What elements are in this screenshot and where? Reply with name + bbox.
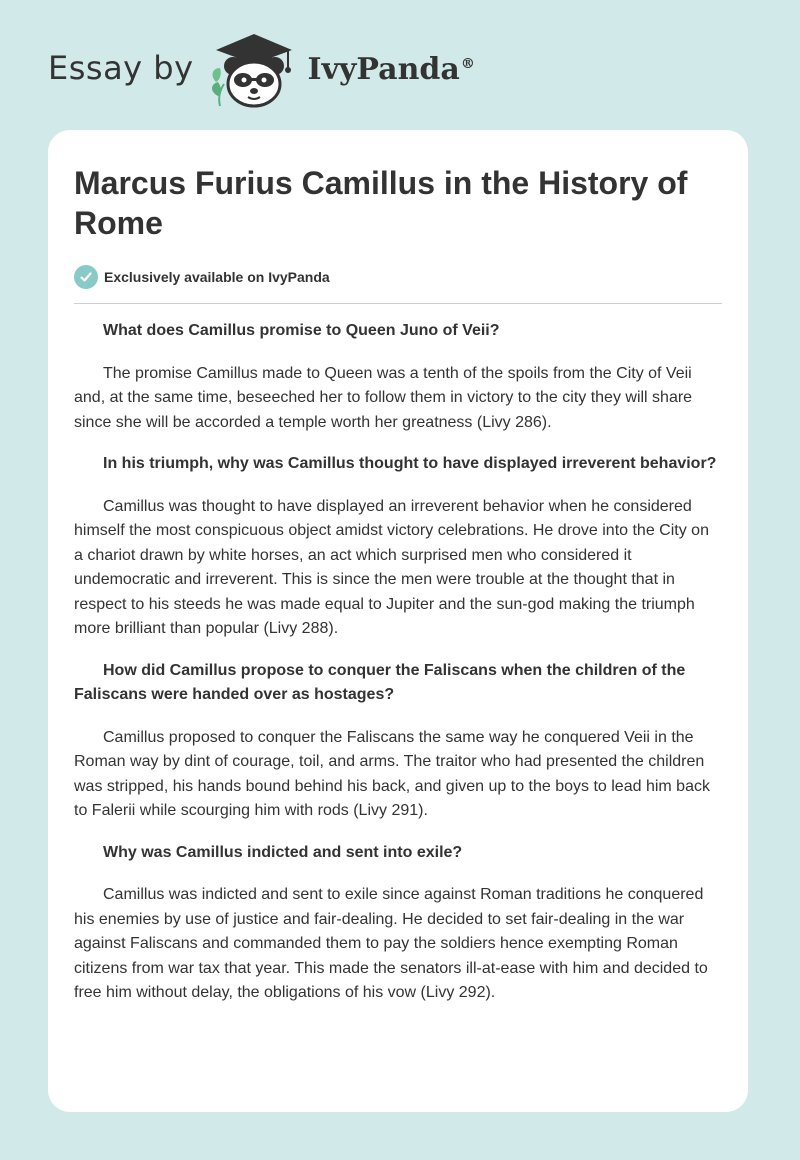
brand-name: IvyPanda® (307, 51, 475, 87)
answer-3: Camillus proposed to conquer the Faliscans the same way he conquered Veii in the Roman way by dint of courage, toil, and arms. The traitor who had presented the children was stripped, his hands bound behind his back, and given up to the boys to lead him back to Falerii while scourging him with rods (Livy 291). (74, 728, 710, 819)
registered-mark: ® (460, 55, 475, 72)
exclusive-badge (74, 264, 330, 290)
brand-prefix: Essay by (48, 49, 194, 87)
page-title: Marcus Furius Camillus in the History of Rome (74, 165, 688, 241)
answer-4: Camillus was indicted and sent to exile since against Roman traditions he conquered his enemies by use of justice and fair-dealing. He decided to set fair-dealing in the war against Faliscans and commanded them to pay the soldiers hence exempting Roman citizens from war tax that year. This made the senators ill-at-ease with him and decided to free him without delay, the obligations of his vow (Livy 292). (74, 886, 708, 1001)
answer-1: The promise Camillus made to Queen was a tenth of the spoils from the City of Veii and, at the same time, beseeched her to follow them in victory to the city they will share since she will be accorded a temple worth her greatness (Livy 286). (74, 364, 693, 431)
exclusive-text: Exclusively available on IvyPanda (104, 269, 330, 285)
question-1: What does Camillus promise to Queen Juno of Veii? (103, 322, 500, 339)
divider (74, 303, 722, 304)
answer-2: Camillus was thought to have displayed an irreverent behavior when he considered himself the most conspicuous object amidst victory celebrations. He drove into the City on a chariot drawn by white horses, an act which surprised men who considered it undemocratic and irreverent. This is since the men were trouble at the thought that in respect to his steeds he was made equal to Jupiter and the sun-god making the triumph more brilliant than popular (Livy 288). (74, 497, 709, 637)
question-2: In his triumph, why was Camillus thought to have displayed irreverent behavior? (103, 455, 717, 472)
essay-content (74, 319, 722, 1023)
question-4: Why was Camillus indicted and sent into exile? (103, 843, 463, 861)
panda-mascot-icon (206, 30, 302, 110)
essay-card (48, 130, 748, 1112)
brand-logo[interactable] (48, 30, 475, 110)
check-icon (74, 265, 98, 289)
question-3: How did Camillus propose to conquer the Faliscans when the children of the Faliscans were handed over as hostages? (74, 661, 686, 703)
